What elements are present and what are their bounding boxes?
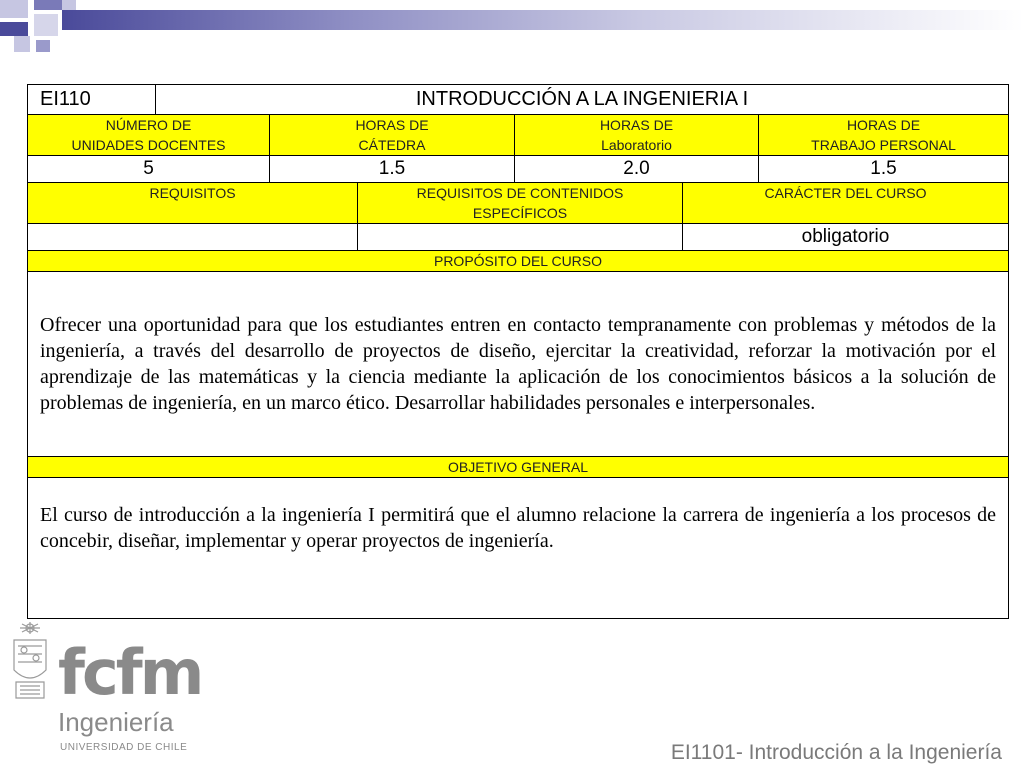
objetivo-text: El curso de introducción a la ingeniería I permitirá que el alumno relacione la carrera de ingeniería a los procesos de concebir, diseñar, implementar y operar proyectos de ingeniería. (28, 478, 1009, 619)
catedra-header: HORAS DE CÁTEDRA (270, 115, 515, 156)
course-table (27, 84, 1009, 619)
requisitos-header: REQUISITOS (28, 183, 358, 224)
personal-header: HORAS DE TRABAJO PERSONAL (759, 115, 1009, 156)
course-title: INTRODUCCIÓN A LA INGENIERIA I (156, 85, 1009, 115)
contenidos-value (358, 224, 683, 251)
hours-header-row (28, 115, 1009, 156)
slide-footer-title: EI1101- Introducción a la Ingeniería (670, 741, 1002, 764)
university-name: UNIVERSIDAD DE CHILE (60, 742, 188, 753)
proposito-header-row (28, 251, 1009, 272)
requisitos-value (28, 224, 358, 251)
contenidos-header: REQUISITOS DE CONTENIDOS ESPECÍFICOS (358, 183, 683, 224)
units-value: 5 (28, 156, 270, 183)
units-header: NÚMERO DE UNIDADES DOCENTES (28, 115, 270, 156)
objetivo-text-row (28, 478, 1009, 619)
objetivo-header-row (28, 457, 1009, 478)
course-code: EI110 (28, 85, 156, 115)
ingenieria-logo-text: Ingeniería (58, 707, 174, 737)
fcfm-logo: fcfm (58, 636, 202, 709)
caracter-header: CARÁCTER DEL CURSO (683, 183, 1009, 224)
catedra-value: 1.5 (270, 156, 515, 183)
proposito-text: Ofrecer una oportunidad para que los estudiantes entren en contacto tempranamente con problemas y métodos de la ingeniería, a través del desarrollo de proyectos de diseño, ejercitar la creatividad, reforzar la motivación por el aprendizaje de las matemáticas y la ciencia mediante la aplicación de los conocimientos básicos a la solución de problemas de ingeniería, en un marco ético. Desarrollar habilidades personales e interpersonales. (28, 272, 1009, 457)
lab-value: 2.0 (515, 156, 759, 183)
personal-value: 1.5 (759, 156, 1009, 183)
proposito-text-row (28, 272, 1009, 457)
requirements-header-row (28, 183, 1009, 224)
top-gradient-bar (62, 10, 1024, 30)
requirements-value-row (28, 224, 1009, 251)
caracter-value: obligatorio (683, 224, 1009, 251)
proposito-header: PROPÓSITO DEL CURSO (28, 251, 1009, 272)
objetivo-header: OBJETIVO GENERAL (28, 457, 1009, 478)
university-crest-icon (8, 620, 52, 704)
lab-header: HORAS DE Laboratorio (515, 115, 759, 156)
hours-value-row (28, 156, 1009, 183)
course-title-row (28, 85, 1009, 115)
